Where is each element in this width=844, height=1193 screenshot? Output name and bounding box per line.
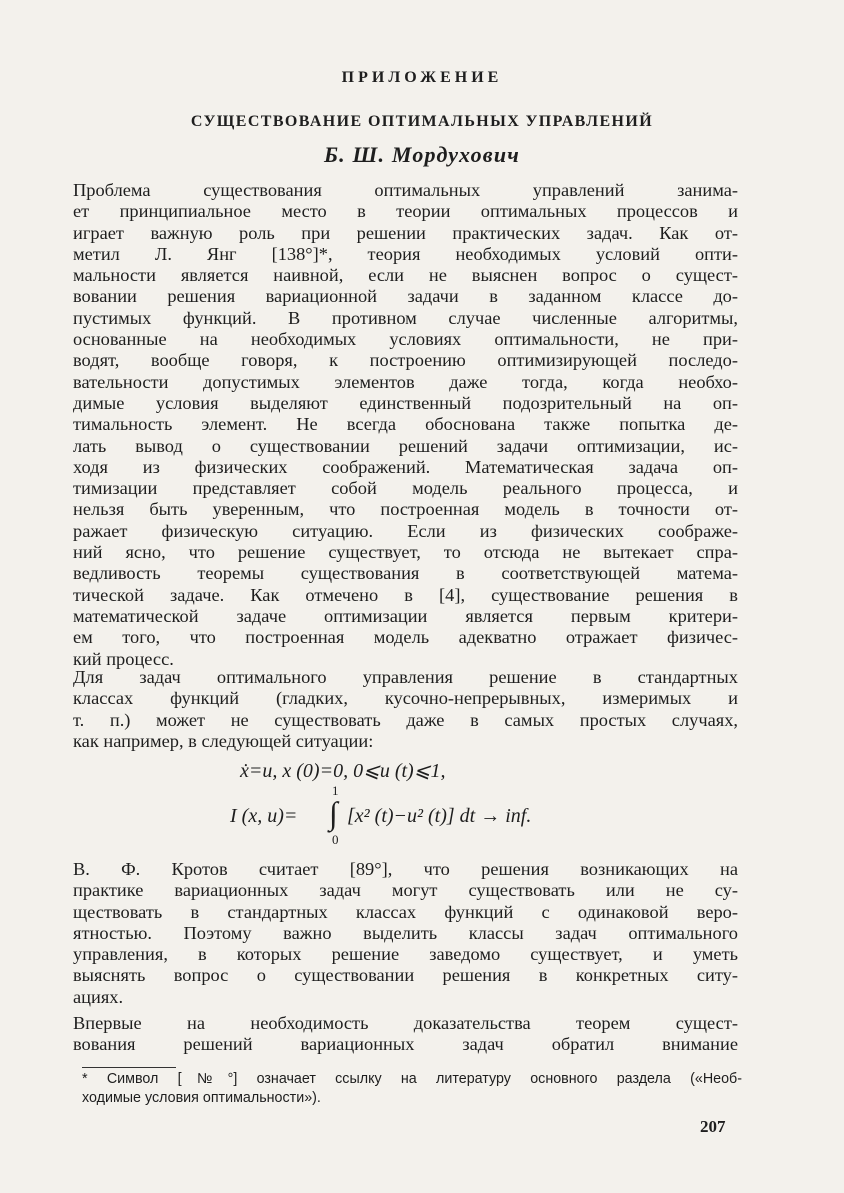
text-line: вования решений вариационных задач обратил внимание — [73, 1034, 738, 1055]
formula-functional-left: I (x, u)= — [230, 805, 298, 827]
integral-sign: ∫ — [329, 795, 338, 831]
text-line: Впервые на необходимость доказательства теорем сущест- — [73, 1013, 738, 1033]
text-line: вовании решения вариационной задачи в заданном классе до- — [73, 286, 738, 307]
footnote-rule — [82, 1067, 176, 1068]
text-line: выяснять вопрос о существовании решения в конкретных ситу- — [73, 965, 738, 986]
text-line: основанные на необходимых условиях оптимальности, не при- — [73, 329, 738, 350]
integral-lower-limit: 0 — [332, 832, 339, 847]
integral-upper-limit: 1 — [332, 783, 339, 798]
text-line: ет принципиальное место в теории оптимальных процессов и — [73, 201, 738, 222]
text-line: нельзя быть уверенным, что построенная модель в точности от- — [73, 499, 738, 520]
text-line: пустимых функций. В противном случае численные алгоритмы, — [73, 307, 738, 328]
text-line: тимизации представляет собой модель реального процесса, и — [73, 478, 738, 499]
paragraph-3 — [73, 859, 738, 1008]
text-line: мальности является наивной, если не выяснен вопрос о сущест- — [73, 265, 738, 286]
text-line: метил Л. Янг [138°]*, теория необходимых условий опти- — [73, 243, 738, 264]
text-line: ятностью. Поэтому важно выделить классы задач оптимального — [73, 922, 738, 943]
chapter-title: СУЩЕСТВОВАНИЕ ОПТИМАЛЬНЫХ УПРАВЛЕНИЙ — [190, 113, 654, 130]
paragraph-4 — [73, 1013, 738, 1056]
text-line: вательности допустимых элементов даже тогда, когда необхо- — [73, 371, 738, 392]
text-line: Для задач оптимального управления решение в стандартных — [73, 667, 738, 687]
paragraph-2 — [73, 667, 738, 752]
text-line: В. Ф. Кротов считает [89°], что решения возникающих на — [73, 859, 738, 879]
paragraph-1 — [73, 180, 738, 670]
text-line: практике вариационных задач могут существовать или не су- — [73, 880, 738, 901]
author-name: Б. Ш. Мордухович — [323, 142, 521, 167]
text-line: играет важную роль при решении практических задач. Как от- — [73, 222, 738, 243]
formula-system: ẋ=u, x (0)=0, 0⩽u (t)⩽1, — [240, 760, 446, 782]
text-line: ражает физическую ситуацию. Если из физических соображе- — [73, 520, 738, 541]
text-line: ходимые условия оптимальности»). — [82, 1090, 321, 1106]
text-line: математической задаче оптимизации является первым критери- — [73, 605, 738, 626]
text-line: как например, в следующей ситуации: — [73, 730, 374, 751]
text-line: тимальность элемент. Не всегда обоснована также попытка де- — [73, 414, 738, 435]
text-line: управления, в которых решение заведомо существует, и уметь — [73, 944, 738, 965]
text-line: ний ясно, что решение существует, то отсюда не вытекает спра- — [73, 542, 738, 563]
footnote — [82, 1070, 742, 1108]
text-line: ведливость теоремы существования в соответствующей матема- — [73, 563, 738, 584]
text-line: * Символ [№°] означает ссылку на литературу основного раздела («Необ- — [82, 1071, 742, 1087]
section-heading: ПРИЛОЖЕНИЕ — [341, 69, 503, 86]
text-line: ациях. — [73, 986, 124, 1007]
text-line: Проблема существования оптимальных управлений занима- — [73, 180, 738, 200]
text-line: ществовать в стандартных классах функций с одинаковой веро- — [73, 901, 738, 922]
text-line: димые условия выделяют единственный подозрительный на оп- — [73, 392, 738, 413]
text-line: ходя из физических соображений. Математическая задача оп- — [73, 456, 738, 477]
text-line: ем того, что построенная модель адекватно отражает физичес- — [73, 627, 738, 648]
text-line: классах функций (гладких, кусочно-непрерывных, измеримых и — [73, 688, 738, 709]
text-line: кий процесс. — [73, 648, 174, 669]
text-line: лать вывод о существовании решений задачи оптимизации, ис- — [73, 435, 738, 456]
page-number: 207 — [700, 1117, 726, 1136]
formula-functional-integrand: [x² (t)−u² (t)] dt → inf. — [347, 805, 532, 827]
text-line: т. п.) может не существовать даже в самых простых случаях, — [73, 709, 738, 730]
text-line: тической задаче. Как отмечено в [4], существование решения в — [73, 584, 738, 605]
text-line: водят, вообще говоря, к построению оптимизирующей последо- — [73, 350, 738, 371]
